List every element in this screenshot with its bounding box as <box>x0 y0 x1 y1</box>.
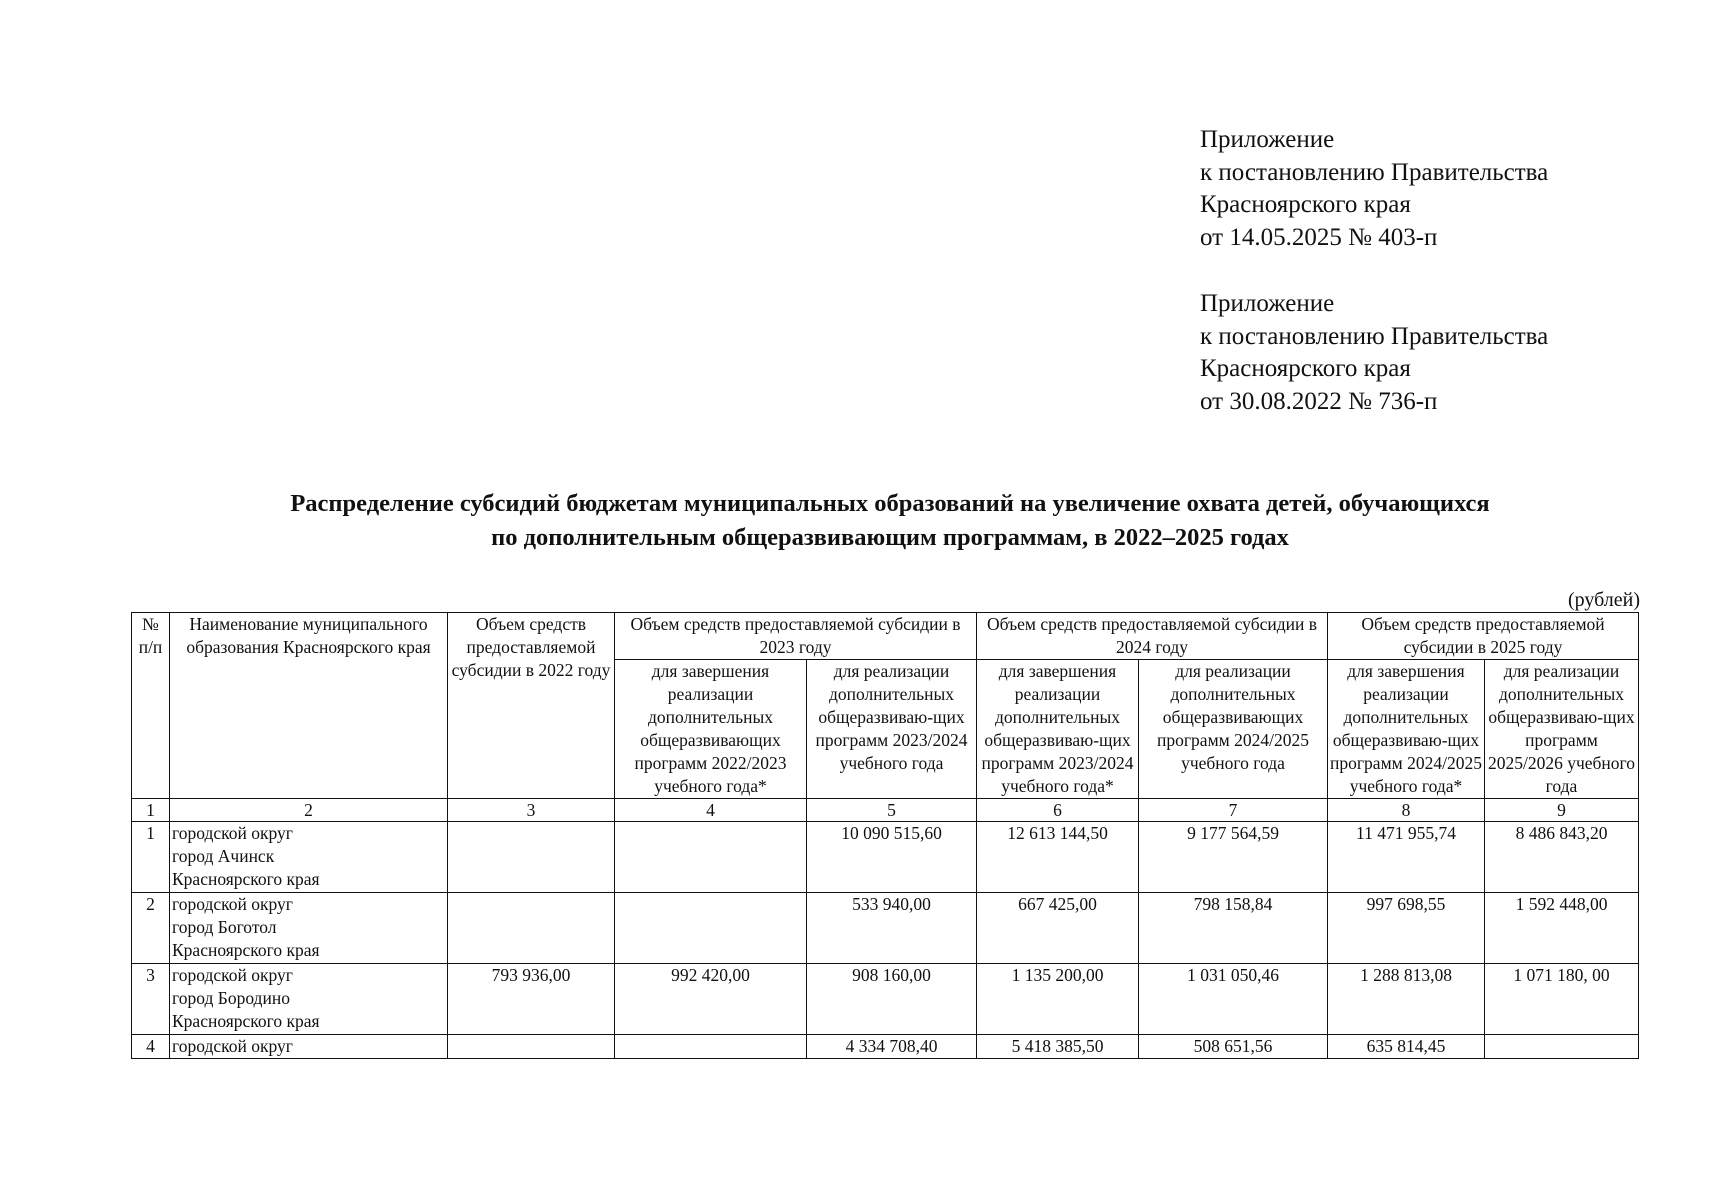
amount-2025-completion: 997 698,55 <box>1328 893 1485 964</box>
appendix-resolution-line: к постановлению Правительства <box>1200 322 1549 350</box>
column-number: 7 <box>1139 799 1328 822</box>
amount-2025-completion: 635 814,45 <box>1328 1035 1485 1059</box>
appendix-block-original <box>1200 288 1548 418</box>
table-row <box>132 822 1639 893</box>
amount-2023-implementation: 908 160,00 <box>807 964 977 1035</box>
amount-2023-implementation: 533 940,00 <box>807 893 977 964</box>
amount-2023-implementation: 10 090 515,60 <box>807 822 977 893</box>
table-header-row <box>132 613 1639 660</box>
appendix-region-line: Красноярского края <box>1200 191 1411 218</box>
municipality-name-line: городской округ <box>172 823 293 843</box>
amount-2025-implementation <box>1485 1035 1639 1059</box>
amount-2024-implementation: 9 177 564,59 <box>1139 822 1328 893</box>
municipality-name-line: городской округ <box>172 894 293 914</box>
appendix-date-number: от 14.05.2025 № 403-п <box>1200 223 1438 251</box>
header-volume-2022: Объем средств предоставляемой субсидии в 2022 году <box>448 613 615 799</box>
subheader-2023-completion: для завершения реализации дополнительных общеразвивающих программ 2022/2023 учебного года* <box>615 660 807 799</box>
column-number: 9 <box>1485 799 1639 822</box>
header-volume-2023: Объем средств предоставляемой субсидии в 2023 году <box>615 613 977 660</box>
amount-2023-completion: 992 420,00 <box>615 964 807 1035</box>
amount-2024-implementation: 508 651,56 <box>1139 1035 1328 1059</box>
document-title-line-1: Распределение субсидий бюджетам муниципальных образований на увеличение охвата детей, обучающихся <box>290 490 1490 517</box>
municipality-name <box>170 893 448 964</box>
amount-2022 <box>448 1035 615 1059</box>
amount-2025-implementation: 8 486 843,20 <box>1485 822 1639 893</box>
units-label: (рублей) <box>1567 589 1640 611</box>
amount-2022 <box>448 893 615 964</box>
amount-2023-completion <box>615 822 807 893</box>
column-number: 5 <box>807 799 977 822</box>
amount-2025-completion: 11 471 955,74 <box>1328 822 1485 893</box>
appendix-block-current <box>1200 124 1548 254</box>
subheader-2024-implementation: для реализации дополнительных общеразвивающих программ 2024/2025 учебного года <box>1139 660 1328 799</box>
municipality-name-line: городской округ <box>172 1036 293 1056</box>
row-number: 2 <box>132 893 170 964</box>
subheader-2023-implementation: для реализации дополнительных общеразвиваю-щих программ 2023/2024 учебного года <box>807 660 977 799</box>
amount-2022: 793 936,00 <box>448 964 615 1035</box>
column-number: 8 <box>1328 799 1485 822</box>
amount-2024-completion: 5 418 385,50 <box>977 1035 1139 1059</box>
municipality-name <box>170 964 448 1035</box>
header-number: № п/п <box>132 613 170 799</box>
amount-2022 <box>448 822 615 893</box>
subheader-2025-implementation: для реализации дополнительных общеразвиваю-щих программ 2025/2026 учебного года <box>1485 660 1639 799</box>
amount-2025-completion: 1 288 813,08 <box>1328 964 1485 1035</box>
amount-2025-implementation: 1 592 448,00 <box>1485 893 1639 964</box>
municipality-name-line: Красноярского края <box>172 869 320 889</box>
appendix-label: Приложение <box>1200 290 1335 317</box>
row-number: 4 <box>132 1035 170 1059</box>
row-number: 1 <box>132 822 170 893</box>
header-volume-2024: Объем средств предоставляемой субсидии в 2024 году <box>977 613 1328 660</box>
subheader-2025-completion: для завершения реализации дополнительных общеразвиваю-щих программ 2024/2025 учебного года* <box>1328 660 1485 799</box>
header-volume-2025: Объем средств предоставляемой субсидии в 2025 году <box>1328 613 1639 660</box>
appendix-label: Приложение <box>1200 126 1335 153</box>
table-row <box>132 893 1639 964</box>
appendix-resolution-line: к постановлению Правительства <box>1200 158 1549 186</box>
table-row <box>132 1035 1639 1059</box>
municipality-name <box>170 822 448 893</box>
amount-2024-implementation: 798 158,84 <box>1139 893 1328 964</box>
amount-2024-completion: 667 425,00 <box>977 893 1139 964</box>
amount-2023-implementation: 4 334 708,40 <box>807 1035 977 1059</box>
column-number: 3 <box>448 799 615 822</box>
column-number-row <box>132 799 1639 822</box>
municipality-name-line: город Бородино <box>172 988 290 1008</box>
subsidy-distribution-table <box>131 612 1639 1059</box>
amount-2023-completion <box>615 893 807 964</box>
municipality-name-line: городской округ <box>172 965 293 985</box>
appendix-date-number: от 30.08.2022 № 736-п <box>1200 387 1438 415</box>
amount-2024-completion: 1 135 200,00 <box>977 964 1139 1035</box>
amount-2023-completion <box>615 1035 807 1059</box>
document-title <box>150 487 1630 555</box>
appendix-region-line: Красноярского края <box>1200 355 1411 382</box>
subheader-2024-completion: для завершения реализации дополнительных общеразвиваю-щих программ 2023/2024 учебного года* <box>977 660 1139 799</box>
municipality-name-line: город Ачинск <box>172 846 275 866</box>
amount-2024-implementation: 1 031 050,46 <box>1139 964 1328 1035</box>
municipality-name-line: город Боготол <box>172 917 277 937</box>
amount-2025-implementation: 1 071 180, 00 <box>1485 964 1639 1035</box>
table-row <box>132 964 1639 1035</box>
municipality-name-line: Красноярского края <box>172 940 320 960</box>
column-number: 4 <box>615 799 807 822</box>
row-number: 3 <box>132 964 170 1035</box>
municipality-name <box>170 1035 448 1059</box>
column-number: 2 <box>170 799 448 822</box>
column-number: 6 <box>977 799 1139 822</box>
header-municipality-name: Наименование муниципального образования Красноярского края <box>170 613 448 799</box>
amount-2024-completion: 12 613 144,50 <box>977 822 1139 893</box>
column-number: 1 <box>132 799 170 822</box>
document-title-line-2: по дополнительным общеразвивающим программам, в 2022–2025 годах <box>491 524 1289 551</box>
municipality-name-line: Красноярского края <box>172 1011 320 1031</box>
